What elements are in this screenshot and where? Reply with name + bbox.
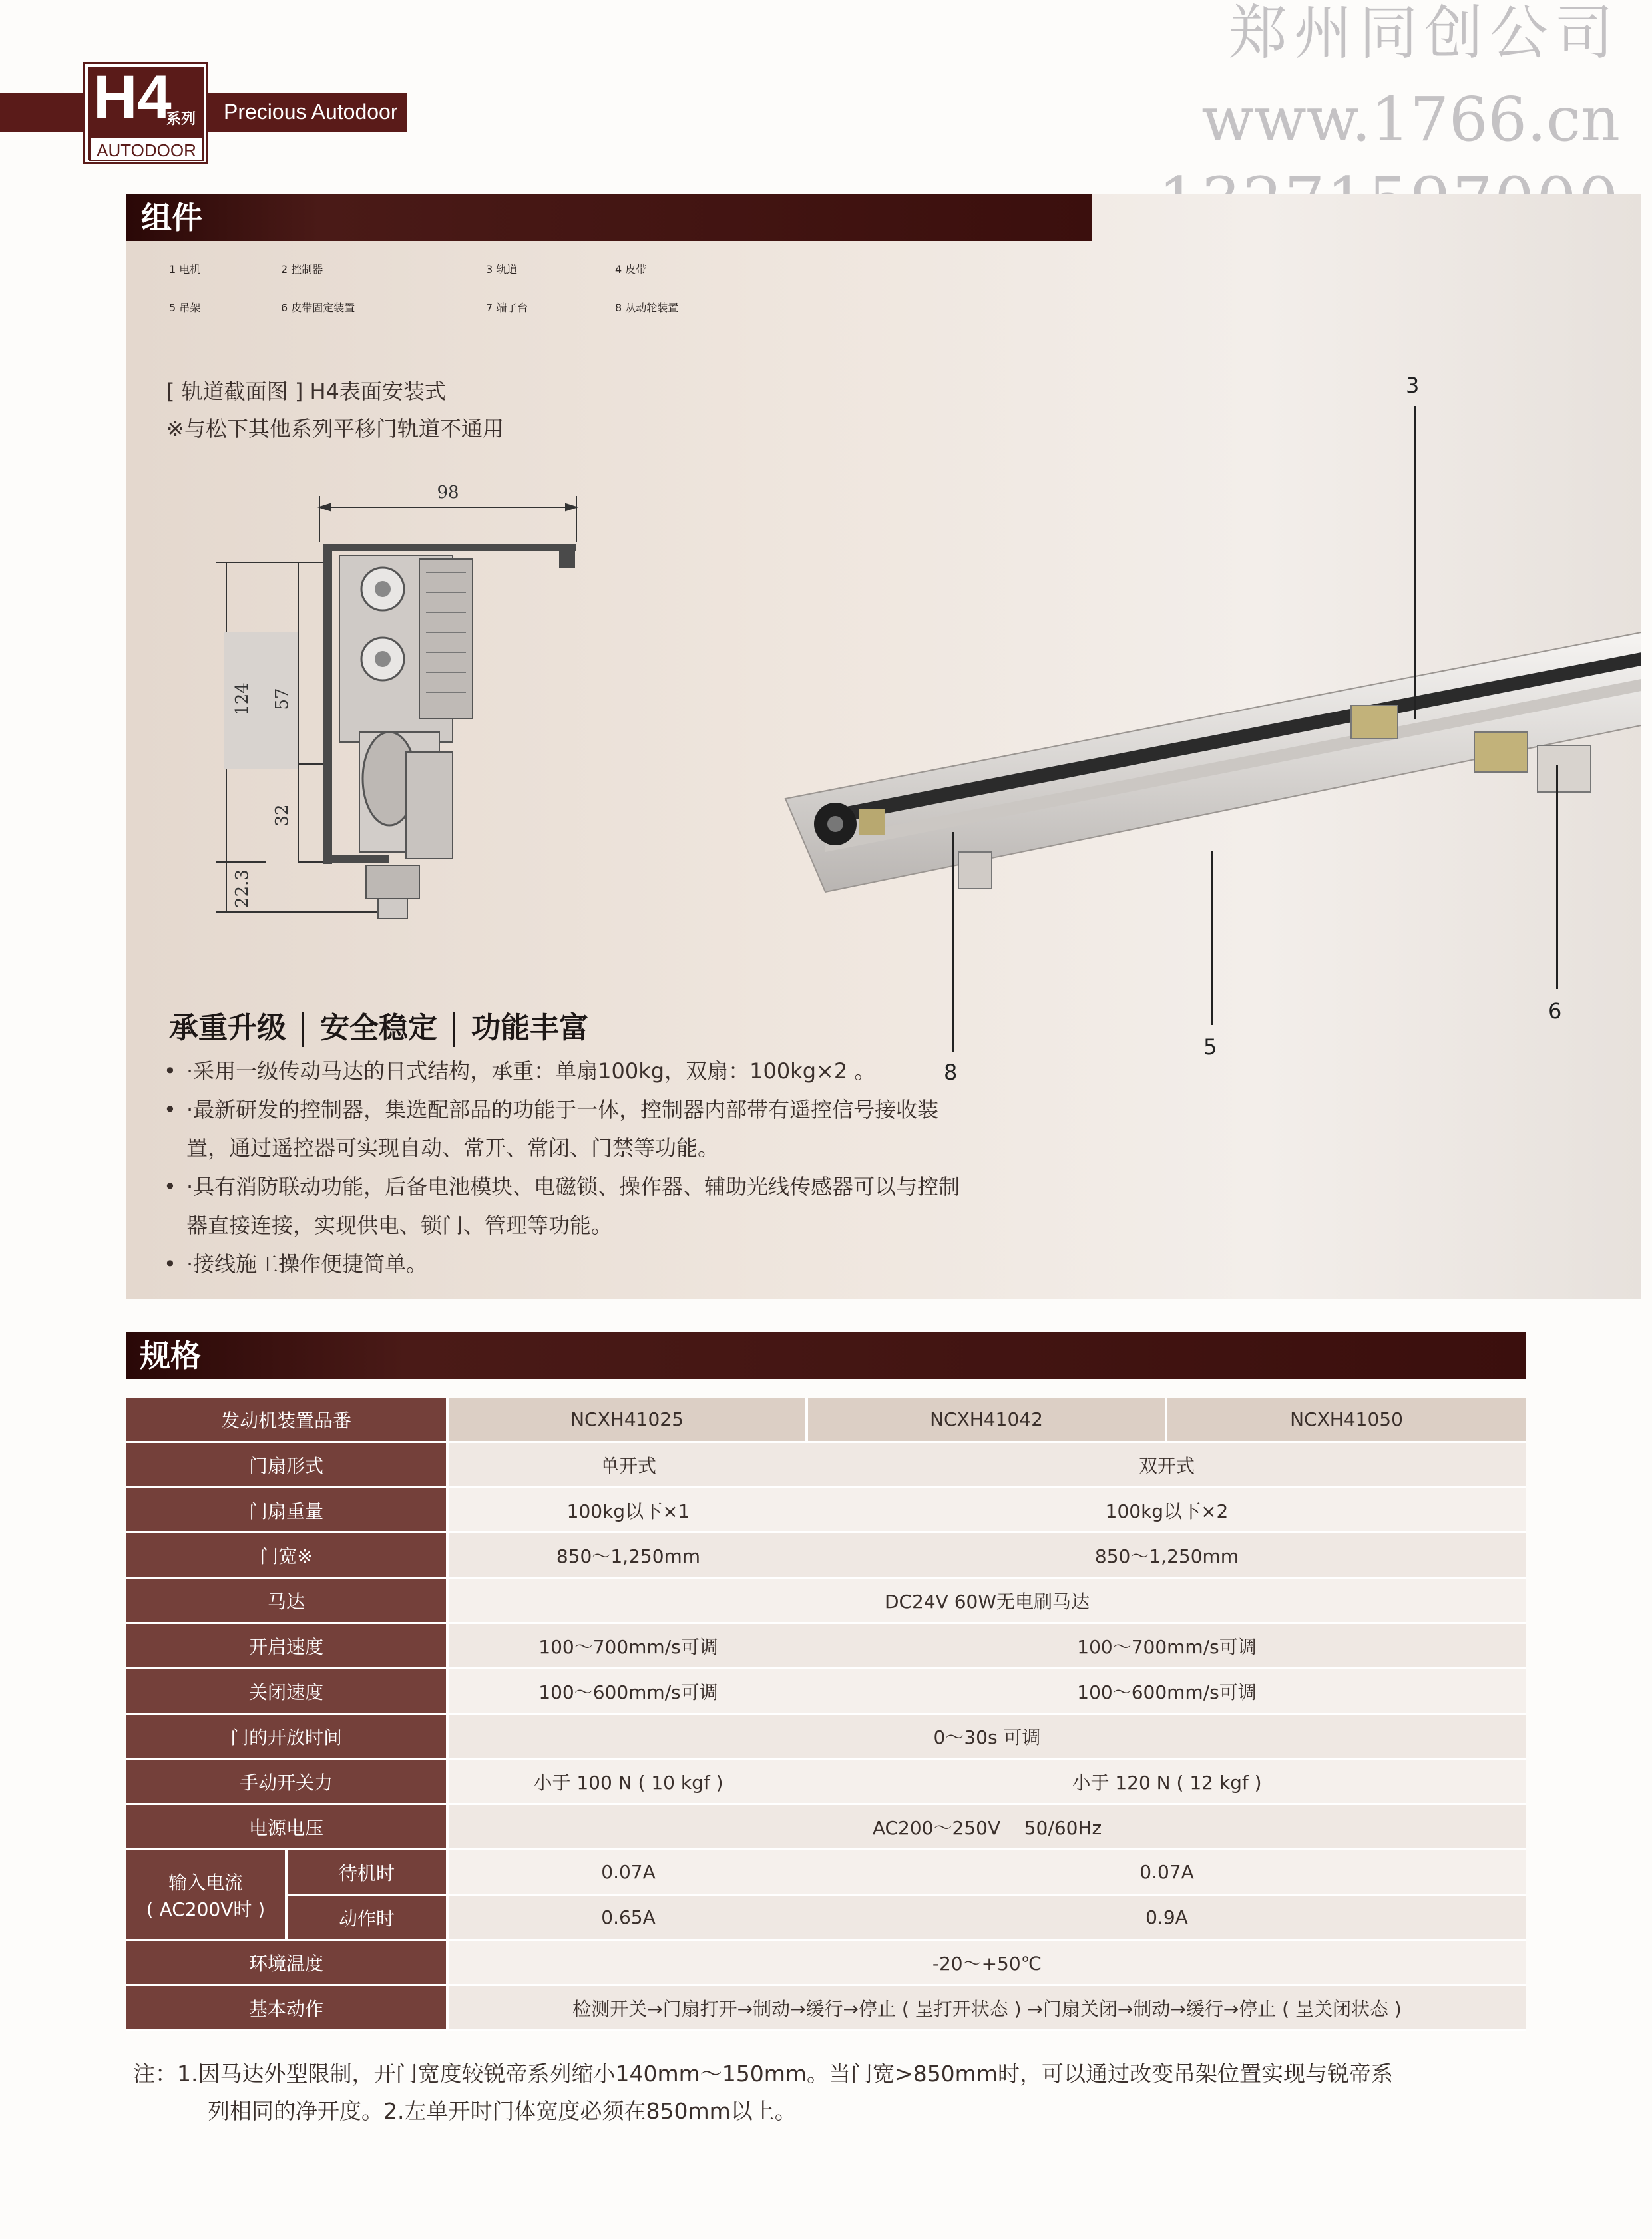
table-cell: DC24V 60W无电刷马达 — [449, 1579, 1526, 1624]
table-label-cell: 开启速度 — [126, 1624, 449, 1669]
table-cell: 0.9A — [808, 1896, 1526, 1941]
badge-tagline: Precious Autodoor — [224, 100, 398, 124]
table-label-cell: 门扇重量 — [126, 1488, 449, 1533]
footnote-line: 注：1.因马达外型限制，开门宽度较锐帝系列缩小140mm～150mm。当门宽>850mm时，可以通过改变吊架位置实现与锐帝系 — [133, 2061, 1393, 2087]
callout-3: 3 — [1406, 373, 1420, 398]
table-cell: 0.07A — [449, 1850, 808, 1896]
footnote — [133, 2055, 1544, 2130]
table-cell: 850～1,250mm — [449, 1533, 808, 1579]
table-cell: 100kg以下×2 — [808, 1488, 1526, 1533]
part-item: 8 从动轮装置 — [615, 302, 679, 314]
table-row — [126, 1533, 1526, 1579]
table-label-cell: 待机时 — [288, 1850, 449, 1896]
table-label-cell: 环境温度 — [126, 1941, 449, 1986]
table-cell: 0.07A — [808, 1850, 1526, 1896]
track-cross-section-drawing — [200, 466, 612, 972]
table-header-cell: NCXH41042 — [808, 1398, 1167, 1443]
dim-height-mid: 57 — [272, 688, 292, 710]
leader-line — [1414, 406, 1416, 719]
caption-line: ※与松下其他系列平移门轨道不通用 — [166, 416, 504, 441]
dim-height-total: 124 — [232, 682, 252, 715]
part-item: 4 皮带 — [615, 263, 647, 276]
table-row — [126, 1805, 1526, 1850]
specs-section-bar — [126, 1332, 1526, 1379]
table-label-cell — [126, 1850, 288, 1941]
table-header-cell: NCXH41025 — [449, 1398, 808, 1443]
dim-width: 98 — [437, 483, 459, 503]
table-row — [126, 1986, 1526, 2031]
table-label-cell: 动作时 — [288, 1896, 449, 1941]
table-row — [126, 1850, 1526, 1896]
feature-title-2: 安全稳定 — [320, 1011, 437, 1045]
table-row — [126, 1443, 1526, 1488]
section-caption — [166, 373, 504, 447]
feature-item: • ·采用一级传动马达的日式结构，承重：单扇100kg，双扇：100kg×2 。 — [160, 1052, 972, 1090]
feature-title-3: 功能丰富 — [471, 1011, 588, 1045]
specs-title: 规格 — [140, 1338, 201, 1374]
table-row — [126, 1715, 1526, 1760]
current-label-line: ( AC200V时 ) — [146, 1898, 266, 1920]
badge-series: 系列 — [166, 111, 196, 128]
features-list — [160, 1052, 972, 1283]
dim-height-bottom: 22.3 — [232, 869, 252, 908]
part-item: 7 端子台 — [486, 302, 528, 314]
table-cell: 双开式 — [808, 1443, 1526, 1488]
table-label-cell: 关闭速度 — [126, 1669, 449, 1715]
dim-height-low: 32 — [272, 804, 292, 827]
part-item: 2 控制器 — [281, 263, 323, 276]
table-cell: 检测开关→门扇打开→制动→缓行→停止 ( 呈打开状态 ) →门扇关闭→制动→缓行→停止 ( 呈关闭状态 ) — [449, 1986, 1526, 2031]
components-section-bar — [126, 194, 1092, 241]
table-label-cell: 基本动作 — [126, 1986, 449, 2031]
table-cell: 850～1,250mm — [808, 1533, 1526, 1579]
table-header-cell: NCXH41050 — [1167, 1398, 1526, 1443]
watermark-website: www.1766.cn — [1201, 84, 1620, 155]
components-title: 组件 — [141, 200, 202, 236]
table-cell: AC200～250V 50/60Hz — [449, 1805, 1526, 1850]
part-item: 3 轨道 — [486, 263, 518, 276]
divider — [453, 1012, 455, 1047]
part-item: 1 电机 — [169, 263, 201, 276]
feature-item: • ·最新研发的控制器，集选配部品的功能于一体，控制器内部带有遥控信号接收装置，通过遥控器可实现自动、常开、常闭、门禁等功能。 — [160, 1090, 972, 1167]
watermark-company: 郑州同创公司 — [1228, 0, 1620, 67]
part-item: 6 皮带固定装置 — [281, 302, 355, 314]
feature-item: • ·接线施工操作便捷简单。 — [160, 1245, 972, 1283]
specs-table — [126, 1398, 1526, 2031]
table-cell: 小于 100 N ( 10 kgf ) — [449, 1760, 808, 1805]
table-cell: 100～700mm/s可调 — [808, 1624, 1526, 1669]
callout-6: 6 — [1548, 998, 1562, 1024]
rail-product-photo — [779, 612, 1641, 918]
table-cell: 100～600mm/s可调 — [449, 1669, 808, 1715]
leader-line — [952, 832, 954, 1052]
table-row — [126, 1398, 1526, 1443]
divider — [302, 1012, 304, 1047]
table-cell: 0.65A — [449, 1896, 808, 1941]
table-cell: 100～600mm/s可调 — [808, 1669, 1526, 1715]
features-heading — [169, 1004, 588, 1047]
table-cell: 0～30s 可调 — [449, 1715, 1526, 1760]
table-row — [126, 1669, 1526, 1715]
feature-item: • ·具有消防联动功能，后备电池模块、电磁锁、操作器、辅助光线传感器可以与控制器直接连接，实现供电、锁门、管理等功能。 — [160, 1167, 972, 1245]
table-label-cell: 手动开关力 — [126, 1760, 449, 1805]
table-cell: 单开式 — [449, 1443, 808, 1488]
feature-title-1: 承重升级 — [169, 1011, 286, 1045]
callout-8: 8 — [944, 1060, 958, 1085]
table-row — [126, 1624, 1526, 1669]
badge-model: H4 — [93, 63, 172, 131]
table-row — [126, 1488, 1526, 1533]
table-label-cell: 门扇形式 — [126, 1443, 449, 1488]
leader-line — [1556, 765, 1558, 989]
table-row — [126, 1760, 1526, 1805]
table-label-cell: 马达 — [126, 1579, 449, 1624]
table-label-cell: 门宽※ — [126, 1533, 449, 1579]
table-cell: 100kg以下×1 — [449, 1488, 808, 1533]
callout-5: 5 — [1203, 1034, 1217, 1060]
table-cell: 100～700mm/s可调 — [449, 1624, 808, 1669]
footnote-line: 列相同的净开度。2.左单开时门体宽度必须在850mm以上。 — [208, 2098, 797, 2124]
table-label-cell: 门的开放时间 — [126, 1715, 449, 1760]
table-cell: 小于 120 N ( 12 kgf ) — [808, 1760, 1526, 1805]
leader-line — [1211, 851, 1213, 1025]
current-label-line: 输入电流 — [168, 1871, 243, 1894]
table-row — [126, 1896, 1526, 1941]
badge-brand: AUTODOOR — [89, 137, 204, 161]
table-label-cell: 电源电压 — [126, 1805, 449, 1850]
table-cell: -20～+50℃ — [449, 1941, 1526, 1986]
table-row — [126, 1579, 1526, 1624]
part-item: 5 吊架 — [169, 302, 201, 314]
table-row — [126, 1941, 1526, 1986]
caption-line: [ 轨道截面图 ] H4表面安装式 — [166, 379, 446, 404]
table-header-cell: 发动机装置品番 — [126, 1398, 449, 1443]
